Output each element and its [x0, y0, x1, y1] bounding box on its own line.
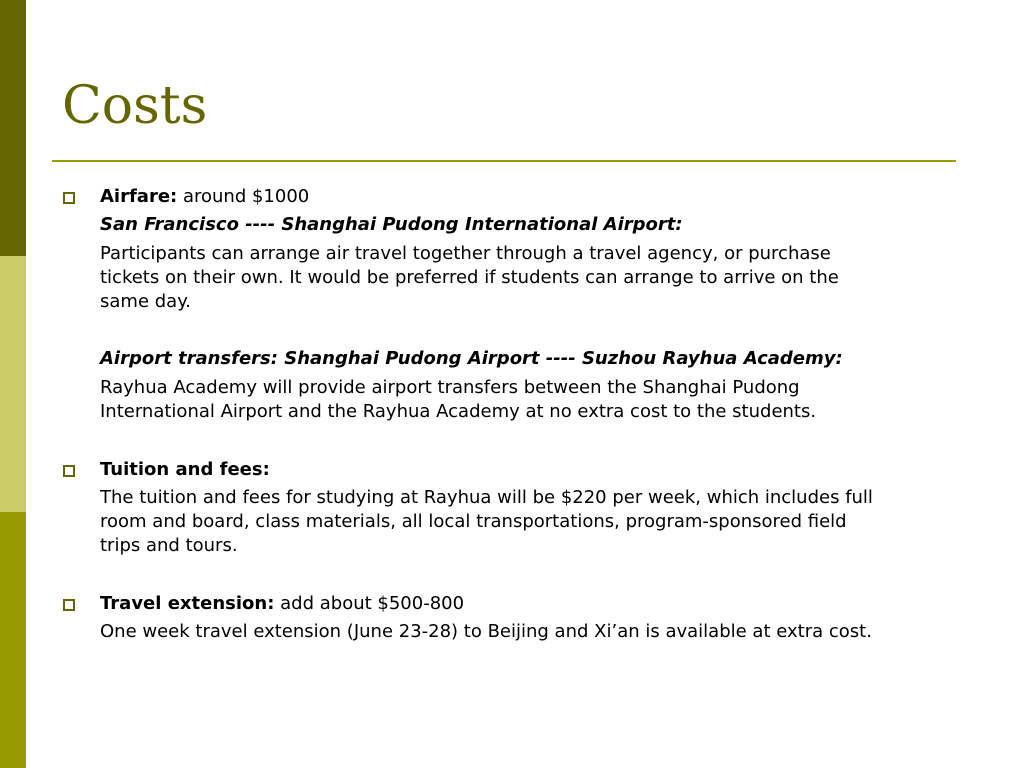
transfer-body-line: Rayhua Academy will provide airport transfers between the Shanghai Pudong	[100, 377, 800, 398]
airfare-heading	[100, 185, 309, 209]
slide-title: Costs	[62, 76, 208, 136]
tuition-body-line: trips and tours.	[100, 535, 238, 556]
airfare-route: San Francisco ---- Shanghai Pudong International Airport:	[100, 214, 683, 235]
bullet-square-icon	[63, 599, 75, 611]
airfare-value: around $1000	[177, 186, 310, 207]
title-divider	[52, 160, 956, 162]
extension-heading	[100, 592, 464, 616]
airfare-body-line: same day.	[100, 291, 192, 312]
tuition-heading	[100, 458, 270, 482]
transfer-body-line: International Airport and the Rayhua Academy at no extra cost to the students.	[100, 401, 817, 422]
tuition-body-line: room and board, class materials, all local transportations, program-sponsored field	[100, 511, 847, 532]
bullet-square-icon	[63, 465, 75, 477]
extension-body-line: One week travel extension (June 23-28) to Beijing and Xi’an is available at extra cost.	[100, 621, 872, 642]
tuition-label: Tuition and fees:	[100, 459, 270, 480]
side-stripe-bottom	[0, 512, 26, 768]
airfare-body-line: tickets on their own. It would be preferred if students can arrange to arrive on the	[100, 267, 839, 288]
extension-label: Travel extension:	[100, 593, 275, 614]
side-stripe-middle	[0, 256, 26, 512]
transfer-heading: Airport transfers: Shanghai Pudong Airport ---- Suzhou Rayhua Academy:	[100, 348, 843, 369]
airfare-label: Airfare:	[100, 186, 178, 207]
extension-value: add about $500-800	[274, 593, 465, 614]
airfare-body-line: Participants can arrange air travel together through a travel agency, or purchase	[100, 243, 831, 264]
tuition-body-line: The tuition and fees for studying at Rayhua will be $220 per week, which includes full	[100, 487, 873, 508]
bullet-square-icon	[63, 192, 75, 204]
side-stripe-top	[0, 0, 26, 256]
